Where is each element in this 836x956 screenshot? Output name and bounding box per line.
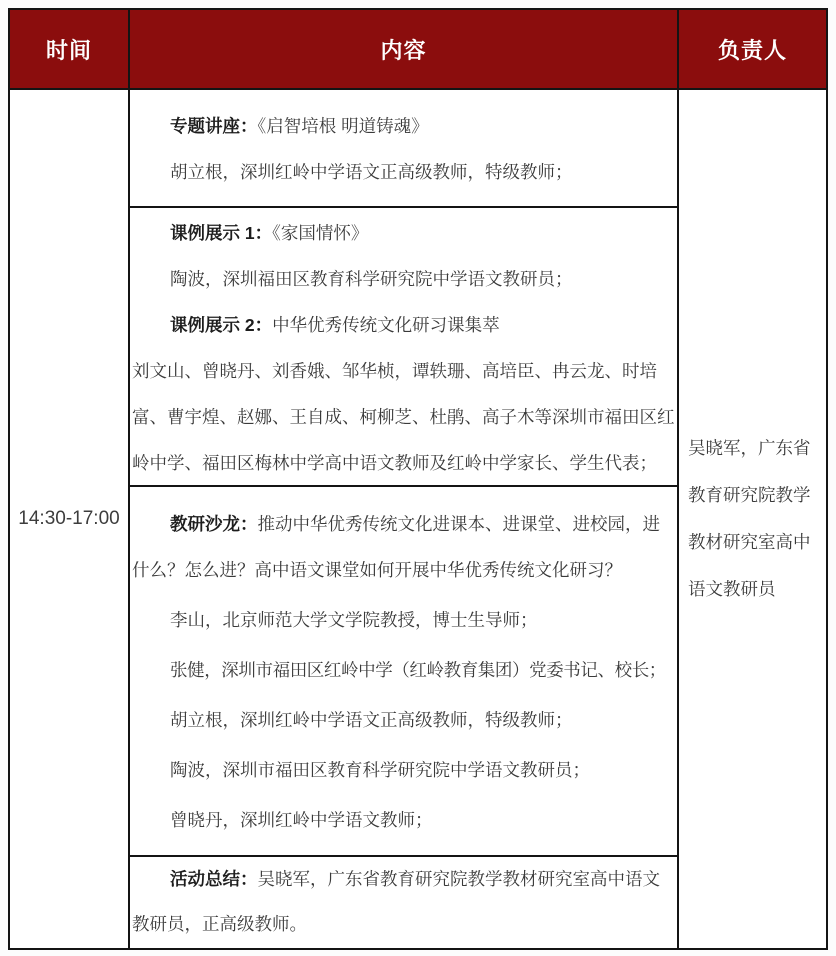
content-row-lecture [130, 90, 677, 208]
paragraph-text: 胡立根，深圳红岭中学语文正高级教师，特级教师； [170, 162, 573, 182]
paragraph [132, 103, 675, 149]
paragraph [132, 647, 675, 693]
header-label-person: 负责人 [717, 37, 787, 63]
paragraph-participant-names [132, 348, 675, 486]
content-cell [130, 90, 679, 948]
schedule-table [8, 8, 828, 950]
paragraph-text: 李山，北京师范大学文学院教授，博士生导师； [170, 610, 538, 630]
paragraph-label: 活动总结： [170, 869, 258, 889]
paragraph [132, 597, 675, 643]
paragraph-text: 吴晓军，广东省教育研究院教学教材研究室高中语文教研员，正高级教师。 [132, 869, 660, 934]
paragraph-text: 张健，深圳市福田区红岭中学（红岭教育集团）党委书记、校长； [170, 660, 666, 680]
time-cell [10, 90, 130, 948]
header-label-content: 内容 [380, 37, 427, 63]
paragraph-text: 《家国情怀》 [272, 223, 369, 243]
paragraph [132, 501, 675, 593]
paragraph-text: 中华优秀传统文化研习课集萃 [272, 315, 500, 335]
paragraph [132, 149, 675, 195]
time-value: 14:30-17:00 [18, 508, 120, 529]
paragraph-text: 曾晓丹，深圳红岭中学语文教师； [170, 810, 433, 830]
paragraph [132, 302, 675, 348]
paragraph [132, 747, 675, 793]
header-cell-person [679, 10, 826, 90]
paragraph-label: 专题讲座： [170, 116, 258, 136]
paragraph [132, 697, 675, 743]
paragraph [132, 210, 675, 256]
paragraph-label: 课例展示 1： [170, 223, 273, 243]
content-row-summary [130, 857, 677, 948]
paragraph-text: 陶波，深圳福田区教育科学研究院中学语文教研员； [170, 269, 573, 289]
paragraph-text: 推动中华优秀传统文化进课本、进课堂、进校园，进什么？怎么进？高中语文课堂如何开展中华优秀传统文化研习？ [132, 514, 660, 580]
person-text: 吴晓军，广东省教育研究院教学教材研究室高中语文教研员 [688, 438, 811, 599]
paragraph-label: 教研沙龙： [170, 514, 258, 534]
paragraph-text: 《启智培根 明道铸魂》 [257, 116, 429, 136]
paragraph-text: 胡立根，深圳红岭中学语文正高级教师，特级教师； [170, 710, 573, 730]
paragraph [132, 797, 675, 843]
paragraph [132, 256, 675, 302]
header-cell-time [10, 10, 130, 90]
paragraph-label: 课例展示 2： [170, 315, 273, 335]
paragraph-text: 陶波，深圳市福田区教育科学研究院中学语文教研员； [170, 760, 590, 780]
header-label-time: 时间 [45, 37, 92, 63]
header-cell-content [130, 10, 679, 90]
paragraph [132, 857, 675, 947]
paragraph-text: 刘文山、曾晓丹、刘香娥、邹华桢，谭轶珊、高培臣、冉云龙、时培富、曹宇煌、赵娜、王自成、柯柳芝、杜鹃、高子木等深圳市福田区红岭中学、福田区梅林中学高中语文教师及红岭中学家长、学生代表； [132, 361, 675, 473]
person-cell [679, 90, 826, 948]
content-row-salon [130, 487, 677, 857]
content-row-lesson-demos [130, 208, 677, 487]
